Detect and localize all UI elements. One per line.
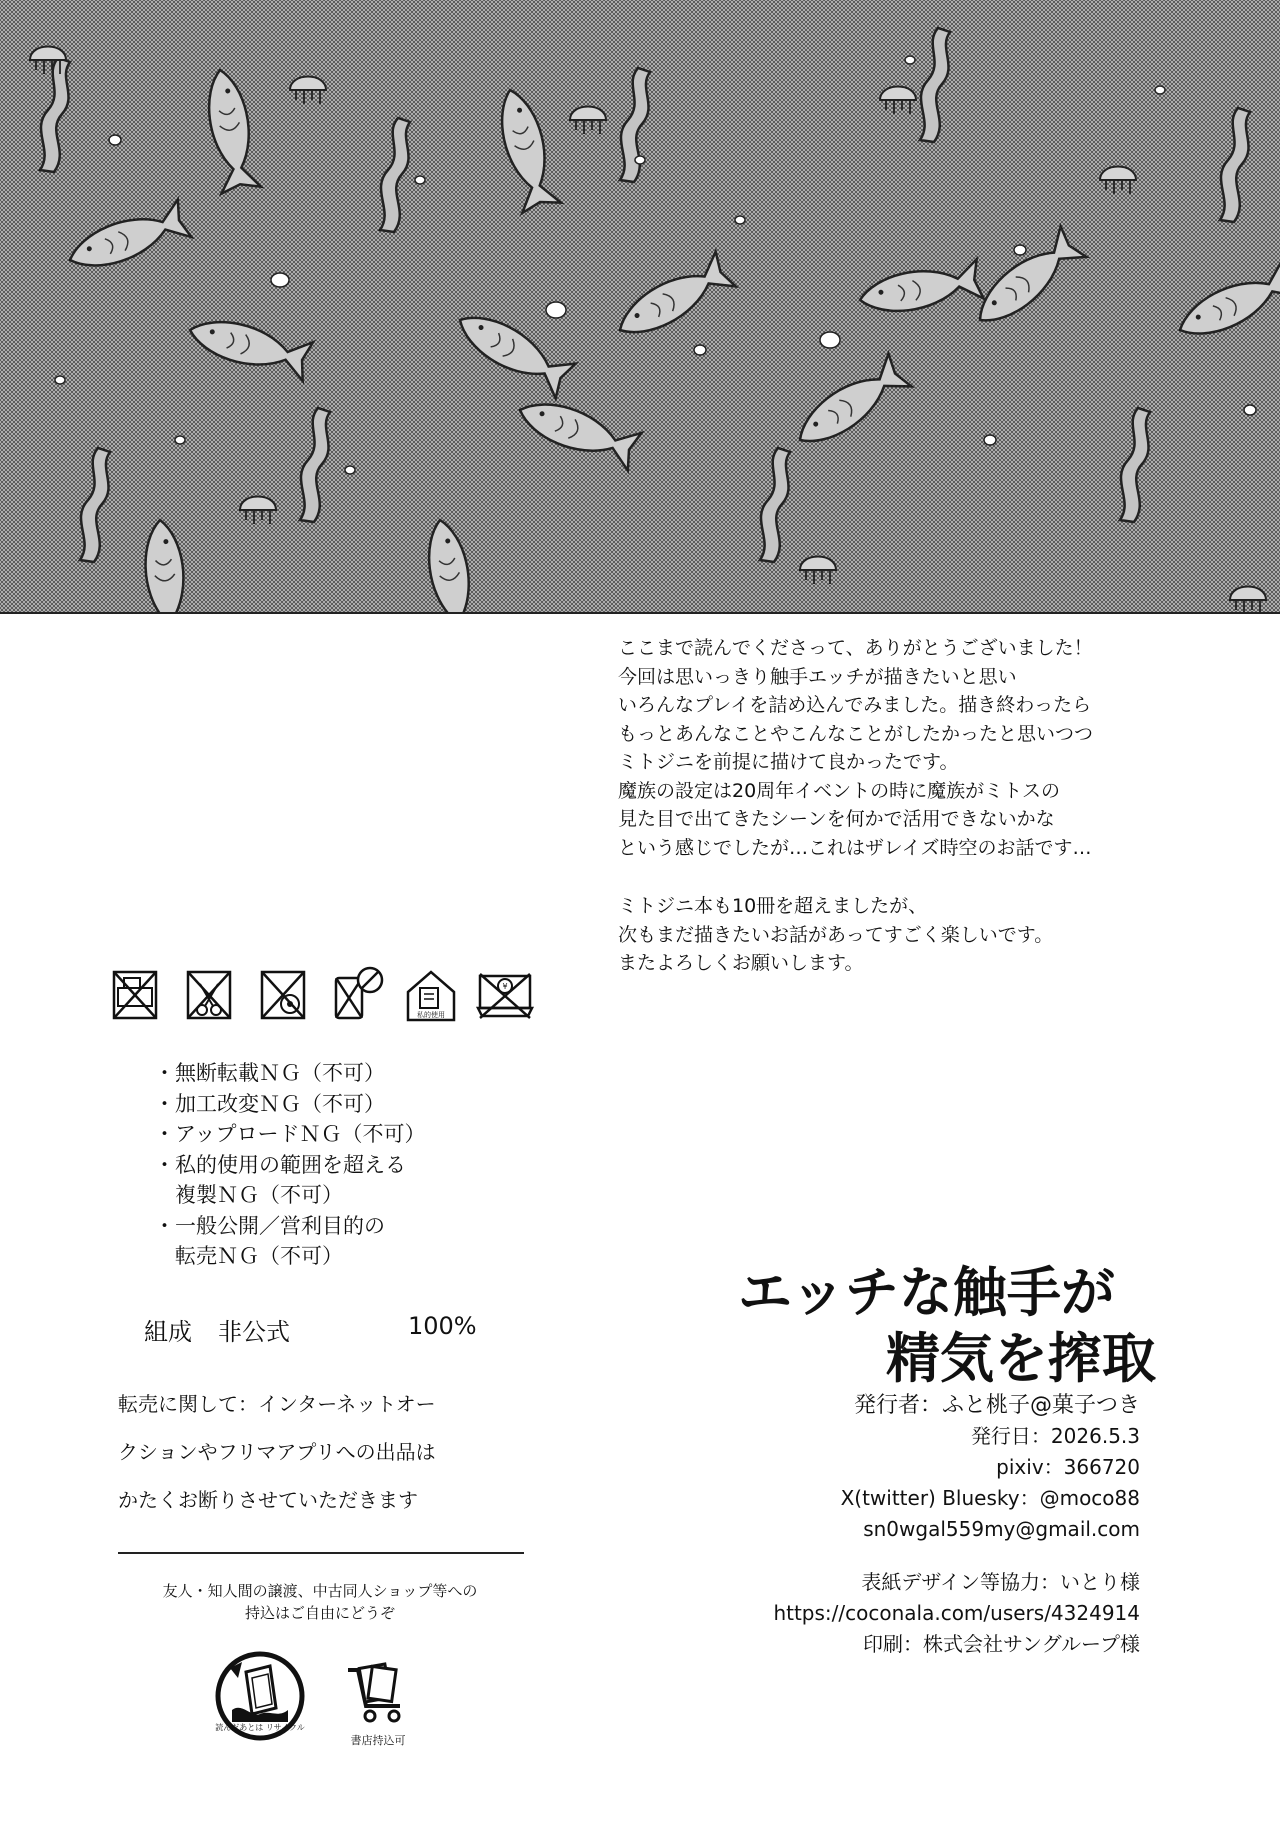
colophon bbox=[738, 1390, 1140, 1660]
no-resale-icon bbox=[474, 964, 536, 1026]
publish-date: 発行日：2026.5.3 bbox=[970, 1424, 1140, 1448]
afterword-line: もっとあんなことやこんなことがしたかったと思いつつ bbox=[618, 722, 1094, 745]
composition-type: 非公式 bbox=[218, 1318, 290, 1346]
resale-line: クションやフリマアプリへの出品は bbox=[118, 1440, 436, 1464]
cover-design-credit: 表紙デザイン等協力：いとり様 bbox=[861, 1570, 1140, 1594]
publisher: 発行者：ふと桃子@菓子つき bbox=[853, 1393, 1140, 1418]
afterword-line: またよろしくお願いします。 bbox=[618, 952, 864, 974]
resale-notice bbox=[118, 1380, 538, 1524]
book-title-line-2: 精気を搾取 bbox=[886, 1327, 1156, 1390]
no-smartphone-upload-icon bbox=[326, 964, 388, 1026]
notice-item: ・アップロードＮＧ（不可） bbox=[154, 1122, 426, 1146]
afterword-line: ミトジニ本も10冊を超えましたが、 bbox=[618, 895, 928, 917]
composition-percent: 100% bbox=[408, 1312, 477, 1340]
book-title bbox=[738, 1260, 1158, 1392]
composition-label: 組成 bbox=[144, 1318, 192, 1346]
yen-icon: ¥ bbox=[502, 982, 508, 991]
afterword-line: という感じでしたが…これはザレイズ時空のお話です… bbox=[618, 836, 1092, 859]
book-title-line-1: エッチな触手が bbox=[738, 1261, 1115, 1324]
afterword-message bbox=[618, 634, 1258, 978]
section-divider bbox=[118, 1552, 524, 1554]
paragraph-gap bbox=[618, 862, 1258, 892]
afterword-line: 見た目で出てきたシーンを何かで活用できないかな bbox=[618, 808, 1055, 830]
pattern-art bbox=[0, 0, 1280, 612]
decorative-pattern bbox=[0, 0, 1280, 614]
colophon-gap bbox=[738, 1545, 1140, 1567]
sns-handle: X(twitter) Bluesky：@moco88 bbox=[840, 1486, 1140, 1510]
pixiv-id: pixiv：366720 bbox=[996, 1455, 1140, 1479]
afterword-line: 魔族の設定は20周年イベントの時に魔族がミトスの bbox=[618, 779, 1060, 802]
email-address: sn0wgal559my@gmail.com bbox=[863, 1517, 1140, 1541]
transfer-line: 友人・知人間の譲渡、中古同人ショップ等への bbox=[162, 1582, 478, 1600]
notice-item: ・無断転載ＮＧ（不可） bbox=[154, 1061, 385, 1085]
bookstore-cart-icon bbox=[344, 1660, 412, 1728]
notice-list bbox=[154, 1058, 426, 1272]
cover-design-url: https://coconala.com/users/4324914 bbox=[773, 1601, 1140, 1625]
afterword-line: 次もまだ描きたいお話があってすごく楽しいです。 bbox=[618, 923, 1054, 946]
notice-item: ・加工改変ＮＧ（不可） bbox=[154, 1091, 385, 1116]
no-cutting-icon bbox=[178, 964, 240, 1026]
transfer-line: 持込はご自由にどうぞ bbox=[244, 1604, 395, 1622]
prohibition-icons bbox=[104, 964, 544, 1032]
private-use-label: 私的使用 bbox=[417, 1011, 445, 1019]
bookstore-badge-label: 書店持込可 bbox=[350, 1734, 406, 1747]
notice-item: ・一般公開／営利目的の bbox=[154, 1213, 385, 1238]
transfer-notice bbox=[110, 1580, 530, 1624]
notice-item: ・私的使用の範囲を超える bbox=[154, 1152, 406, 1177]
recycle-badge-label: 読んだあとは リサイクル bbox=[215, 1723, 305, 1732]
no-scan-icon bbox=[252, 964, 314, 1026]
notice-item: 複製ＮＧ（不可） bbox=[154, 1183, 343, 1207]
composition-line bbox=[144, 1312, 477, 1347]
notice-item: 転売ＮＧ（不可） bbox=[154, 1244, 343, 1268]
afterword-line: ここまで読んでくださって、ありがとうございました！ bbox=[618, 637, 1093, 659]
private-use-house-icon bbox=[400, 964, 462, 1026]
resale-line: かたくお断りさせていただきます bbox=[118, 1488, 418, 1512]
afterword-line: いろんなプレイを詰め込んでみました。描き終わったら bbox=[618, 694, 1092, 716]
afterword-line: ミトジニを前提に描けて良かったです。 bbox=[618, 751, 959, 773]
no-copy-machine-icon bbox=[104, 964, 166, 1026]
afterword-line: 今回は思いっきり触手エッチが描きたいと思い bbox=[618, 665, 1017, 688]
resale-line: 転売に関して：インターネットオー bbox=[118, 1392, 436, 1416]
printer-credit: 印刷：株式会社サングループ様 bbox=[863, 1632, 1140, 1656]
